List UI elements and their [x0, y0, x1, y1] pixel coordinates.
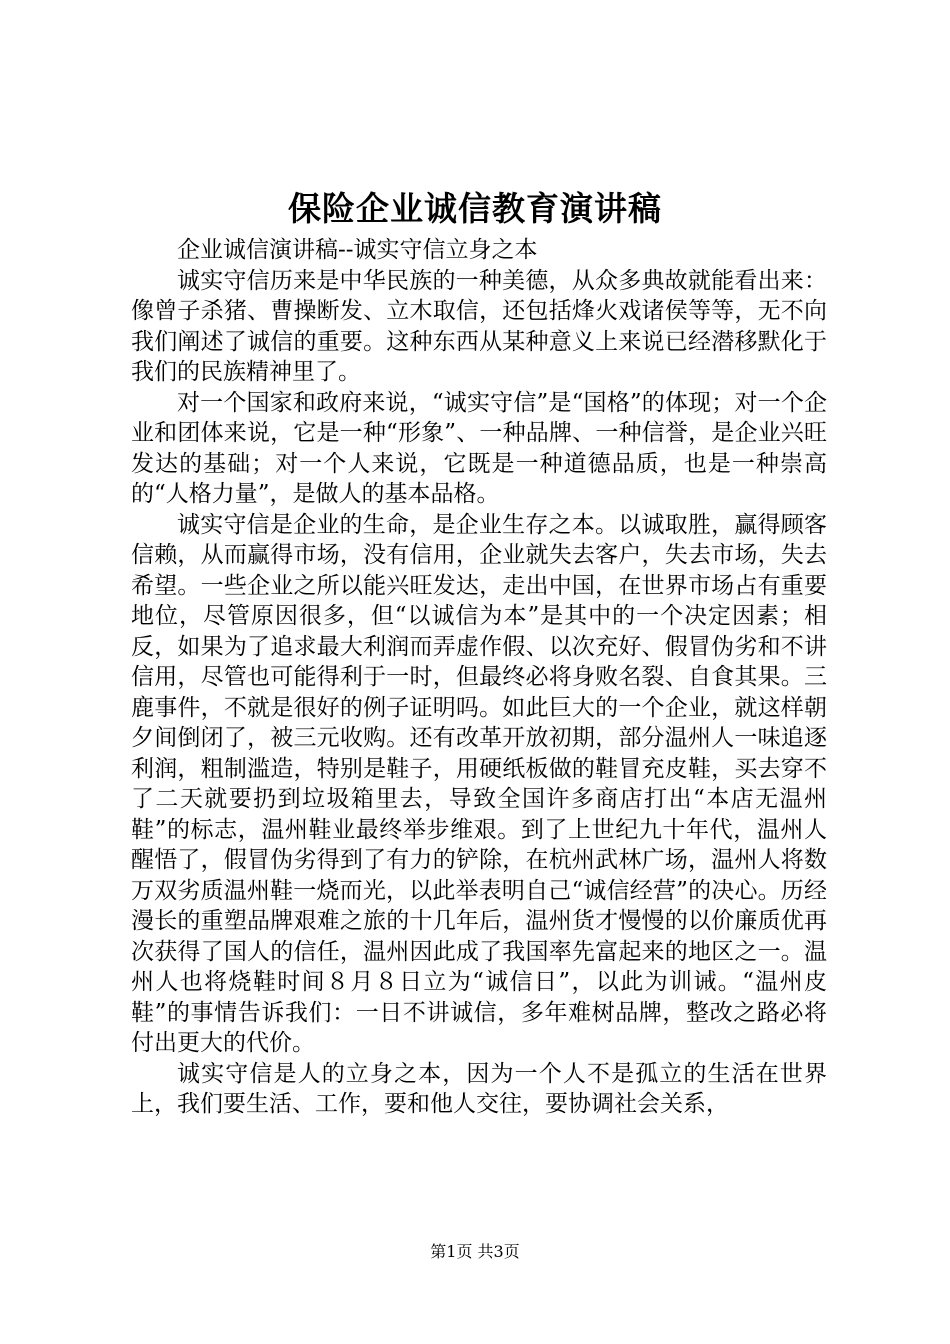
body-paragraph: 诚实守信历来是中华民族的一种美德，从众多典故就能看出来：像曾子杀猪、曹操断发、立木取信，还包括烽火戏诸侯等等，无不向我们阐述了诚信的重要。这种东西从某种意义上来说已经潜移默化于我们的民族精神里了。 — [131, 267, 827, 385]
body-paragraph: 对一个国家和政府来说，“诚实守信”是“国格”的体现；对一个企业和团体来说，它是一种“形象”、一种品牌、一种信誉，是企业兴旺发达的基础；对一个人来说，它既是一种道德品质，也是一种崇高的“人格力量”，是做人的基本品格。 — [131, 389, 827, 507]
document-title: 保险企业诚信教育演讲稿 — [288, 189, 662, 228]
page-number-footer: 第1页 共3页 — [430, 1242, 520, 1261]
subtitle-paragraph: 企业诚信演讲稿--诚实守信立身之本 — [177, 237, 538, 263]
body-paragraph: 诚实守信是人的立身之本，因为一个人不是孤立的生活在世界上，我们要生活、工作，要和他人交往，要协调社会关系， — [131, 1060, 827, 1117]
document-body — [131, 235, 827, 1120]
body-paragraph: 诚实守信是企业的生命，是企业生存之本。以诚取胜，赢得顾客信赖，从而赢得市场，没有信用，企业就失去客户，失去市场，失去希望。一些企业之所以能兴旺发达，走出中国，在世界市场占有重要地位，尽管原因很多，但“以诚信为本”是其中的一个决定因素；相反，如果为了追求最大利润而弄虚作假、以次充好、假冒伪劣和不讲信用，尽管也可能得利于一时，但最终必将身败名裂、自食其果。三鹿事件，不就是很好的例子证明吗。如此巨大的一个企业，就这样朝夕间倒闭了，被三元收购。还有改革开放初期，部分温州人一味追逐利润，粗制滥造，特别是鞋子，用硬纸板做的鞋冒充皮鞋，买去穿不了二天就要扔到垃圾箱里去，导致全国许多商店打出“本店无温州鞋”的标志，温州鞋业最终举步维艰。到了上世纪九十年代，温州人醒悟了，假冒伪劣得到了有力的铲除，在杭州武林广场，温州人将数万双劣质温州鞋一烧而光，以此举表明自己“诚信经营”的决心。历经漫长的重塑品牌艰难之旅的十几年后，温州货才慢慢的以价廉质优再次获得了国人的信任，温州因此成了我国率先富起来的地区之一。温州人也将烧鞋时间８月８日立为“诚信日”，以此为训诫。“温州皮鞋”的事情告诉我们：一日不讲诚信，多年难树品牌，整改之路必将付出更大的代价。 — [131, 511, 827, 1056]
